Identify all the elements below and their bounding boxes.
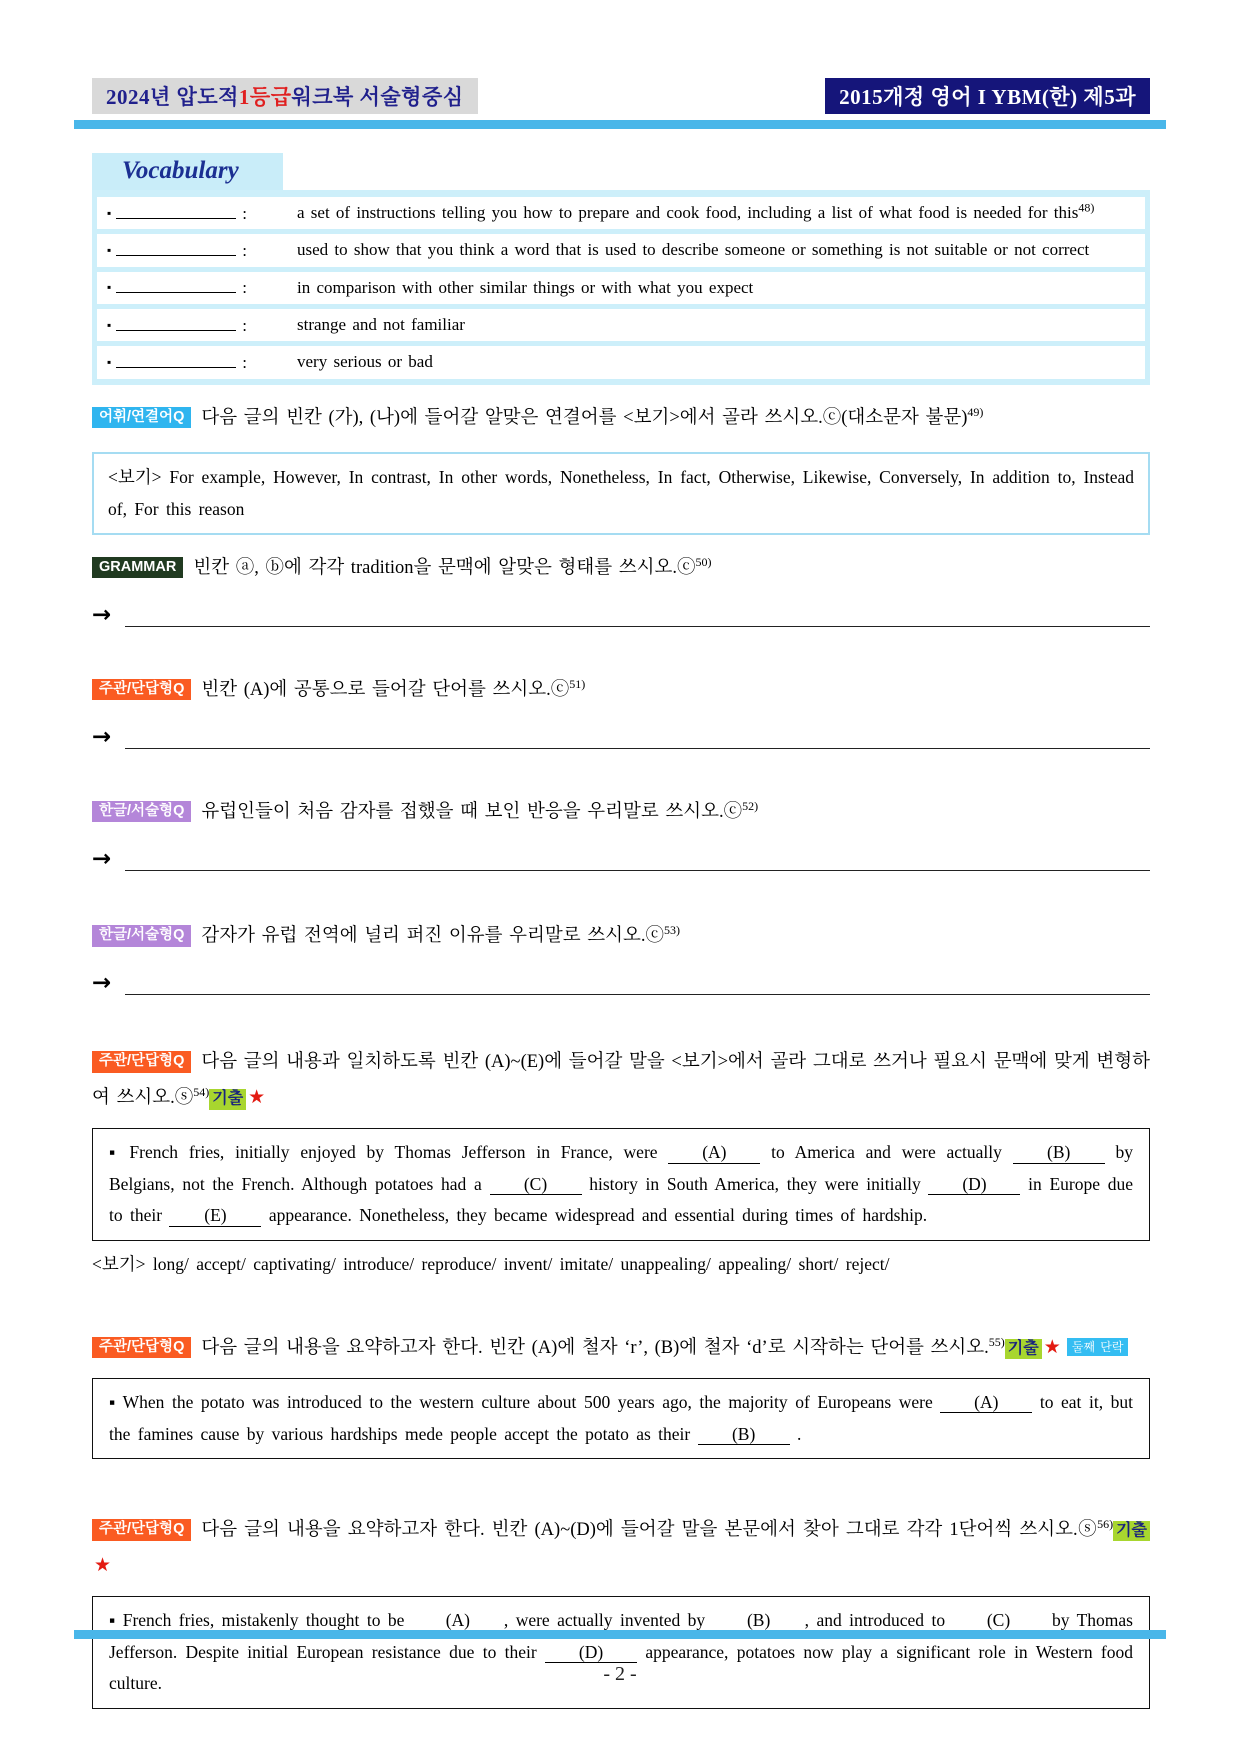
- workbook-title-badge: [92, 78, 478, 114]
- star-icon: ★: [1043, 1336, 1061, 1358]
- vocabulary-row: [97, 346, 1145, 378]
- question-text: 빈칸 ⓐ, ⓑ에 각각 tradition을 문맥에 알맞은 형태를 쓰시오.ⓒ: [193, 557, 696, 578]
- answer-area: [92, 972, 1150, 995]
- question-type-badge: 어휘/연결어Q: [92, 407, 191, 429]
- question-55: [92, 1330, 1150, 1459]
- question-50: [92, 551, 1150, 627]
- colon: :: [242, 315, 247, 335]
- question-54: [92, 1045, 1150, 1276]
- passage-blank: (C): [953, 1610, 1045, 1631]
- passage-blank: (A): [940, 1392, 1032, 1413]
- answer-area: [92, 723, 1150, 750]
- colon: :: [242, 241, 247, 261]
- question-type-badge: 한글/서술형Q: [92, 801, 191, 823]
- bullet-icon: ▪: [107, 280, 112, 295]
- passage-blank: (A): [412, 1610, 504, 1631]
- question-50-prompt: [92, 551, 1150, 586]
- passage-blank: (D): [928, 1174, 1020, 1195]
- passage-box: ▪ French fries, initially enjoyed by Thomas Jefferson in France, were (A) to America and were actually (B) by Belgians, not the French. Although potatoes had a (C) history in South America, they were initially (D) in Europe due to their (E) appearance. Nonetheless, they became widespread and essential during times of hardship.: [92, 1128, 1150, 1241]
- vocabulary-answer-blank: [116, 352, 236, 368]
- question-51: [92, 673, 1150, 749]
- question-text: 다음 글의 빈칸 (가), (나)에 들어갈 알맞은 연결어를 <보기>에서 골라 쓰시오.ⓒ(대소문자 불문): [201, 407, 968, 428]
- vocabulary-row: [97, 197, 1145, 229]
- question-text: 빈칸 (A)에 공통으로 들어갈 단어를 쓰시오.ⓒ: [201, 679, 570, 700]
- vocabulary-row: [97, 234, 1145, 266]
- passage-box: ▪ When the potato was introduced to the western culture about 500 years ago, the majority of Europeans were (A) to eat it, but the famines cause by various hardships mede people accept the potato as their (B) .: [92, 1378, 1150, 1459]
- choices-box: [92, 452, 1150, 535]
- definition-text: strange and not familiar: [297, 315, 465, 335]
- definition-text: used to show that you think a word that is used to describe someone or something is not suitable or not correct: [297, 240, 1090, 260]
- vocabulary-answer-area: [107, 203, 297, 224]
- question-53: [92, 919, 1150, 995]
- question-number: 49): [967, 404, 984, 419]
- question-51-prompt: [92, 673, 1150, 708]
- bullet-icon: ▪: [107, 205, 112, 220]
- question-number: 55): [988, 1334, 1005, 1349]
- question-number: 51): [569, 676, 586, 691]
- passage-blank: (E): [169, 1205, 261, 1226]
- question-type-badge: GRAMMAR: [92, 557, 183, 579]
- arrow-icon: →: [92, 970, 112, 997]
- answer-blank-line: [125, 848, 1150, 871]
- colon: :: [242, 353, 247, 373]
- passage-blank: (A): [668, 1142, 760, 1163]
- answer-blank-line: [125, 972, 1150, 995]
- choices-text: <보기> For example, However, In contrast, In other words, Nonetheless, In fact, Otherwise, Likewise, Conversely, In addition to, Instead of, For this reason: [108, 466, 1134, 520]
- bullet-icon: ▪: [107, 355, 112, 370]
- question-text: 유럽인들이 처음 감자를 접했을 때 보인 반응을 우리말로 쓰시오.ⓒ: [201, 801, 743, 822]
- page-header: [92, 78, 1150, 114]
- question-54-prompt: [92, 1045, 1150, 1116]
- vocabulary-answer-area: [107, 315, 297, 336]
- question-type-badge: 주관/단답형Q: [92, 1519, 191, 1541]
- vocabulary-title: Vocabulary: [92, 153, 283, 190]
- passage-blank: (B): [1013, 1142, 1105, 1163]
- question-number: 56): [1097, 1516, 1114, 1531]
- vocabulary-definition: [297, 312, 1135, 338]
- question-49-prompt: [92, 401, 1150, 436]
- vocabulary-answer-blank: [116, 203, 236, 219]
- question-number: 52): [742, 798, 759, 813]
- definition-text: very serious or bad: [297, 352, 433, 372]
- arrow-icon: →: [92, 601, 112, 628]
- workbook-title-post: 워크북 서술형중심: [291, 85, 464, 109]
- workbook-title-grade: 1등급: [238, 85, 292, 109]
- vocabulary-row: [97, 309, 1145, 341]
- question-55-prompt: [92, 1330, 1150, 1366]
- question-number: 50): [695, 554, 712, 569]
- answer-blank-line: [125, 604, 1150, 627]
- question-type-badge: 주관/단답형Q: [92, 1337, 191, 1359]
- vocabulary-list: [92, 190, 1150, 385]
- question-text: 다음 글의 내용을 요약하고자 한다. 빈칸 (A)에 철자 ‘r’, (B)에 철자 ‘d’로 시작하는 단어를 쓰시오.: [201, 1337, 989, 1358]
- question-text: 감자가 유럽 전역에 널리 퍼진 이유를 우리말로 쓰시오.ⓒ: [201, 926, 665, 947]
- gichul-badge: 기출: [1005, 1339, 1042, 1359]
- question-text: 다음 글의 내용과 일치하도록 빈칸 (A)~(E)에 들어갈 말을 <보기>에서 골라 그대로 쓰거나 필요시 문맥에 맞게 변형하여 쓰시오.ⓢ: [92, 1052, 1150, 1109]
- gichul-badge: 기출: [209, 1089, 246, 1109]
- textbook-title-badge: 2015개정 영어 I YBM(한) 제5과: [825, 78, 1150, 114]
- vocabulary-definition: [297, 237, 1135, 263]
- vocabulary-answer-area: [107, 240, 297, 261]
- vocabulary-answer-area: [107, 352, 297, 373]
- arrow-icon: →: [92, 846, 112, 873]
- arrow-icon: →: [92, 723, 112, 750]
- passage-blank: (D): [545, 1642, 637, 1663]
- question-type-badge: 한글/서술형Q: [92, 925, 191, 947]
- vocabulary-answer-blank: [116, 277, 236, 293]
- footer-divider: [74, 1630, 1166, 1639]
- colon: :: [242, 203, 247, 223]
- answer-blank-line: [125, 726, 1150, 749]
- definition-text: a set of instructions telling you how to prepare and cook food, including a list of what food is needed for this: [297, 203, 1079, 222]
- footnote-number: 48): [1078, 200, 1095, 215]
- vocabulary-definition: [297, 349, 1135, 375]
- passage-blank: (B): [698, 1424, 790, 1445]
- page-number: - 2 -: [603, 1663, 637, 1685]
- star-icon: ★: [248, 1087, 266, 1109]
- question-52: [92, 795, 1150, 871]
- vocabulary-row: [97, 272, 1145, 304]
- question-number: 54): [193, 1085, 210, 1100]
- paragraph-badge: 둘째 단락: [1067, 1338, 1129, 1356]
- question-text: 다음 글의 내용을 요약하고자 한다. 빈칸 (A)~(D)에 들어갈 말을 본문에서 찾아 그대로 각각 1단어씩 쓰시오.ⓢ: [201, 1520, 1098, 1541]
- page-footer: [0, 1630, 1240, 1686]
- question-type-badge: 주관/단답형Q: [92, 679, 191, 701]
- vocabulary-definition: [297, 275, 1135, 301]
- definition-text: in comparison with other similar things or with what you expect: [297, 277, 754, 297]
- question-49: [92, 401, 1150, 535]
- vocabulary-answer-area: [107, 277, 297, 298]
- passage-box: ▪ French fries, mistakenly thought to be (A) , were actually invented by (B) , and introduced to (C) by Thomas Jefferson. Despite initial European resistance due to their (D) appearance, potatoes now play a significant role in Western food culture.: [92, 1596, 1150, 1709]
- bullet-icon: ▪: [107, 317, 112, 332]
- question-type-badge: 주관/단답형Q: [92, 1051, 191, 1073]
- passage-blank: (C): [490, 1174, 582, 1195]
- question-53-prompt: [92, 919, 1150, 954]
- header-divider: [74, 120, 1166, 129]
- vocabulary-definition: [297, 200, 1135, 226]
- answer-area: [92, 601, 1150, 628]
- colon: :: [242, 278, 247, 298]
- choices-line: <보기> long/ accept/ captivating/ introduce/ reproduce/ invent/ imitate/ unappealing/ appealing/ short/ reject/: [92, 1253, 890, 1274]
- question-56-prompt: [92, 1513, 1150, 1584]
- vocabulary-answer-blank: [116, 315, 236, 331]
- answer-area: [92, 848, 1150, 871]
- vocabulary-header: [92, 153, 1150, 190]
- gichul-badge: 기출: [1113, 1521, 1150, 1541]
- vocabulary-answer-blank: [116, 240, 236, 256]
- workbook-title-pre: 2024년 압도적: [106, 85, 239, 109]
- vocabulary-section: [92, 153, 1150, 385]
- question-number: 53): [664, 922, 681, 937]
- question-52-prompt: [92, 795, 1150, 830]
- star-icon: ★: [94, 1555, 112, 1577]
- passage-blank: (B): [713, 1610, 805, 1631]
- bullet-icon: ▪: [107, 243, 112, 258]
